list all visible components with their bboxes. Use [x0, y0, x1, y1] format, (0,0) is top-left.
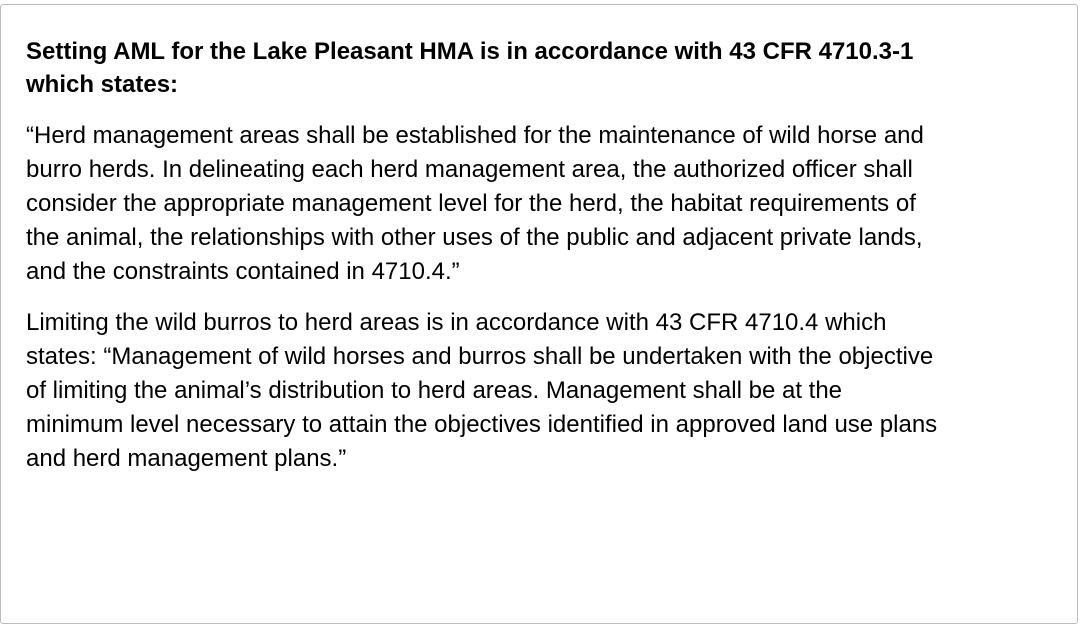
document-content	[26, 35, 1066, 476]
paragraph-line: Limiting the wild burros to herd areas is in accordance with 43 CFR 4710.4 which	[26, 309, 887, 336]
document-heading	[26, 35, 1066, 101]
paragraph-line: burro herds. In delineating each herd management area, the authorized officer shall	[26, 156, 913, 183]
heading-line: which states:	[26, 71, 179, 98]
paragraph-line: the animal, the relationships with other uses of the public and adjacent private lands,	[26, 224, 923, 251]
quote-paragraph-herd-management	[26, 119, 1066, 289]
paragraph-line: states: “Management of wild horses and burros shall be undertaken with the objective	[26, 343, 934, 370]
heading-line: Setting AML for the Lake Pleasant HMA is in accordance with 43 CFR 4710.3-1	[26, 38, 914, 65]
paragraph-line: minimum level necessary to attain the objectives identified in approved land use plans	[26, 411, 938, 438]
paragraph-line: consider the appropriate management level for the herd, the habitat requirements of	[26, 190, 916, 217]
paragraph-limiting-burros	[26, 306, 1066, 476]
paragraph-line: of limiting the animal’s distribution to herd areas. Management shall be at the	[26, 377, 843, 404]
paragraph-line: and herd management plans.”	[26, 445, 347, 472]
paragraph-line: and the constraints contained in 4710.4.”	[26, 258, 460, 285]
paragraph-line: “Herd management areas shall be established for the maintenance of wild horse and	[26, 122, 924, 149]
document-page	[0, 4, 1078, 624]
